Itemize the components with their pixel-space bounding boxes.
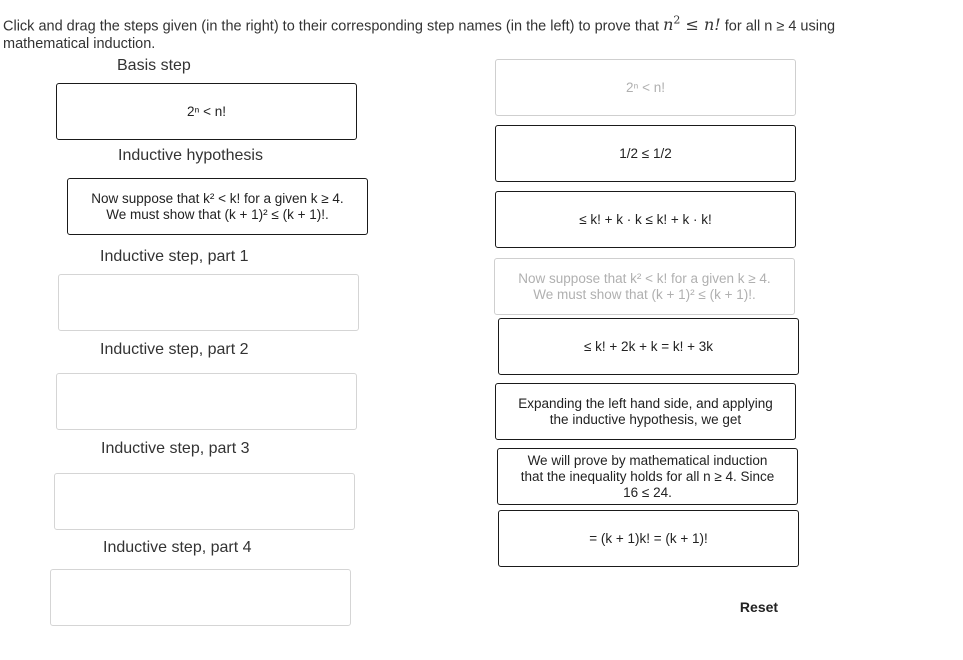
step-name-hypothesis: Inductive hypothesis: [118, 147, 263, 164]
inequality-formula: $n^2 \le n$!: [663, 14, 721, 35]
step-name-basis: Basis step: [117, 57, 191, 74]
step-name-part4: Inductive step, part 4: [103, 539, 252, 556]
step-name-part2: Inductive step, part 2: [100, 341, 249, 358]
step-card[interactable]: 1/2 ≤ 1/2: [495, 125, 796, 182]
drop-target-basis[interactable]: [56, 83, 357, 140]
drop-target-part2[interactable]: [56, 373, 357, 430]
step-card-placeholder: Now suppose that k² < k! for a given k ≥ 4. We must show that (k + 1)² ≤ (k + 1)!.: [494, 258, 795, 315]
placed-card-basis[interactable]: 2ⁿ < n!: [186, 103, 227, 119]
placed-card-hypothesis[interactable]: Now suppose that k² < k! for a given k ≥ 4. We must show that (k + 1)² ≤ (k + 1)!.: [91, 190, 344, 222]
instructions: Click and drag the steps given (in the right) to their corresponding step names (in the left) to prove that $n^2 \le n$! for all n ≥ 4 using mathematical induction.: [3, 14, 836, 53]
step-card[interactable]: ≤ k! + k · k ≤ k! + k · k!: [495, 191, 796, 248]
drop-target-hypothesis[interactable]: [67, 178, 368, 235]
drop-target-part1[interactable]: [58, 274, 359, 331]
instructions-line-2: mathematical induction.: [3, 36, 156, 53]
step-card-placeholder: 2ⁿ < n!: [495, 59, 796, 116]
drop-target-part3[interactable]: [54, 473, 355, 530]
step-card[interactable]: Expanding the left hand side, and applying the inductive hypothesis, we get: [495, 383, 796, 440]
step-name-part1: Inductive step, part 1: [100, 248, 249, 265]
step-name-part3: Inductive step, part 3: [101, 440, 250, 457]
step-card[interactable]: ≤ k! + 2k + k = k! + 3k: [498, 318, 799, 375]
drop-target-part4[interactable]: [50, 569, 351, 626]
step-card[interactable]: = (k + 1)k! = (k + 1)!: [498, 510, 799, 567]
reset-button[interactable]: Reset: [728, 596, 790, 618]
step-card[interactable]: We will prove by mathematical induction that the inequality holds for all n ≥ 4. Since 16 ≤ 24.: [497, 448, 798, 505]
instructions-text: Click and drag the steps given (in the right) to their corresponding step names (in the left) to prove that: [3, 18, 664, 35]
